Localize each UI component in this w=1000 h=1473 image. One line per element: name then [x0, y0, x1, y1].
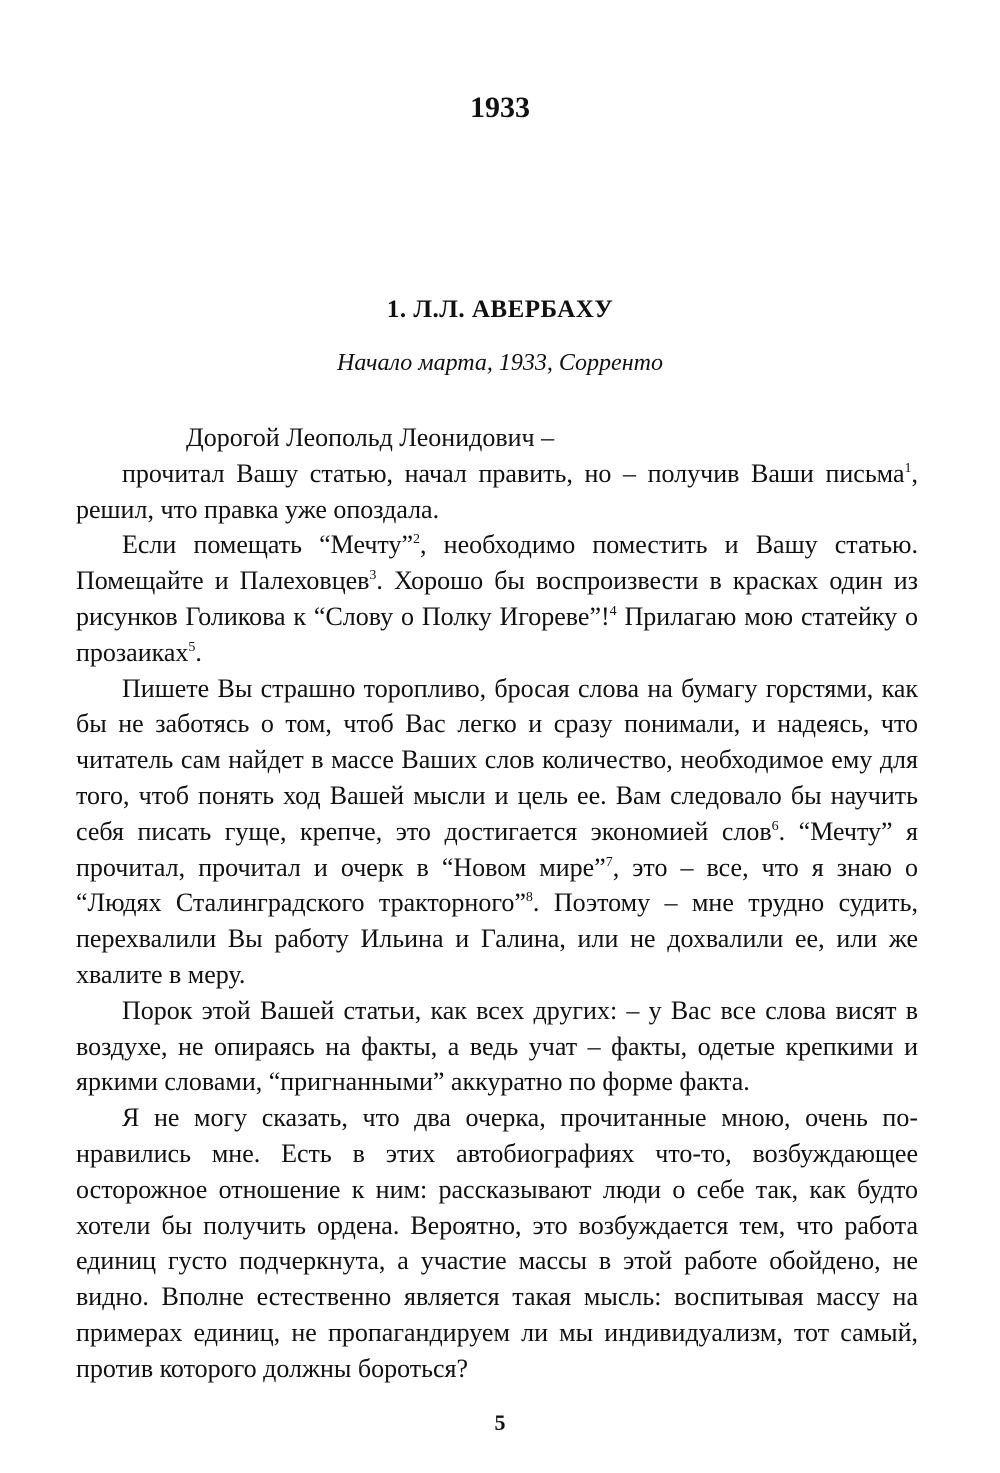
footnote-ref: 6 — [771, 818, 779, 834]
letter-dateline: Начало марта, 1933, Сорренто — [337, 350, 663, 376]
text-run: Пишете Вы страшно торопливо, бросая слова на бумагу горстями, как бы не заботясь о том, чтоб Вас легко и сразу понимали, и надеясь, что читатель сам найдет в массе Ваших слов количество, необходимое ему для того, чтоб понять ход Вашей мысли и цель ее. Вам следовало бы научить себя писать гуще, крепче, это достигается экономией слов — [76, 673, 918, 846]
text-run: . — [195, 637, 202, 667]
footnote-ref: 3 — [369, 568, 377, 584]
paragraph-2 — [76, 527, 918, 670]
text-run: . “Мечту” я прочитал, прочитал и очерк в “Новом мире” — [76, 816, 918, 882]
text-run: прочитал Вашу статью, начал править, но – получив Ваши письма — [122, 458, 905, 488]
footnote-ref: 4 — [609, 603, 617, 619]
text-run: . Поэтому – мне трудно судить, перехвалили Вы работу Ильина и Галина, или не дохвалили ее, или же хвалите в меру. — [76, 888, 919, 989]
footnote-ref: 7 — [605, 854, 613, 870]
letter-greeting: Дорогой Леопольд Леонидович – — [186, 423, 555, 452]
footnote-ref: 5 — [188, 639, 196, 655]
text-run: , это – все, что я знаю о “Людях Сталинградского тракторного” — [76, 852, 918, 918]
text-run: , решил, что правка уже опоздала. — [76, 458, 918, 524]
text-run: Прилагаю мою статейку о прозаиках — [76, 601, 918, 667]
page-number: 5 — [494, 1410, 506, 1435]
paragraph-1 — [76, 456, 918, 528]
paragraph-3 — [76, 671, 918, 993]
letter-heading: 1. Л.Л. АВЕРБАХУ — [386, 296, 614, 323]
paragraph-5: Я не могу сказать, что два очерка, прочитанные мною, очень понравились мне. Есть в этих автобиографиях что-то, возбуждающее осторожное отношение к ним: рассказывают люди о себе так, как будто хотели бы получить ордена. Вероятно, это возбуждается тем, что работа единиц густо подчеркнута, а участие массы в этой работе обойдено, не видно. Вполне естественно является такая мысль: воспитывая массу на примерах единиц, не пропагандируем ли мы индивидуализм, тот самый, против которого должны бороться? — [76, 1103, 918, 1383]
paragraph-4: Порок этой Вашей статьи, как всех других: – у Вас все слова висят в воздухе, не опираясь на факты, а ведь учат – факты, одетые крепкими и яркими словами, “пригнанными” аккуратно по форме факта. — [76, 995, 918, 1097]
year-heading: 1933 — [470, 91, 530, 124]
footnote-ref: 1 — [904, 460, 912, 476]
text-run: , необходимо поместить и Вашу статью. Помещайте и Палеховцев — [76, 530, 918, 596]
text-run: Если помещать “Мечту” — [122, 530, 413, 560]
text-run: . Хорошо бы воспроизвести в красках один из рисунков Голикова к “Слову о Полку Игореве”! — [76, 566, 918, 631]
footnote-ref: 2 — [413, 532, 420, 548]
footnote-ref: 8 — [525, 890, 533, 906]
letter-body — [76, 420, 918, 1387]
